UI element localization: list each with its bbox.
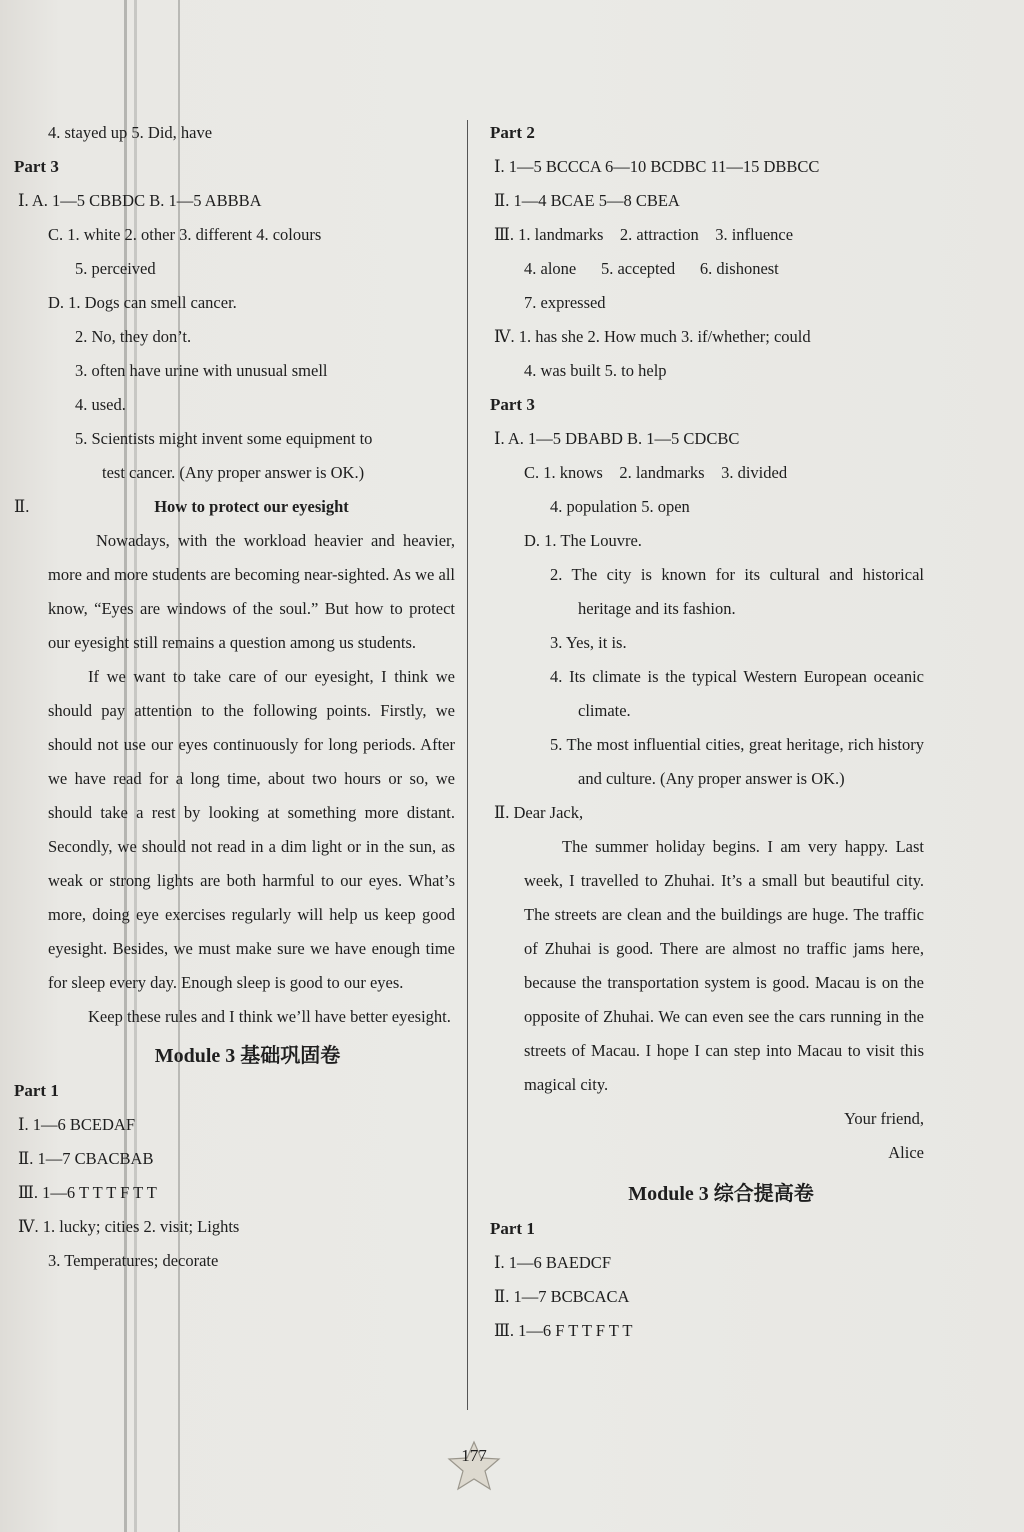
left-column	[0, 116, 455, 1278]
answer-line: test cancer. (Any proper answer is OK.)	[102, 463, 365, 482]
answer-line: Ⅲ. 1—6 F T T F T T	[494, 1321, 633, 1340]
part-heading: Part 2	[490, 123, 535, 142]
answer-line: 3. often have urine with unusual smell	[75, 361, 328, 380]
part-heading: Part 3	[490, 395, 535, 414]
answer-line: Ⅰ. A. 1—5 CBBDC B. 1—5 ABBBA	[18, 191, 262, 210]
essay-paragraph: Nowadays, with the workload heavier and heavier, more and more students are becoming near-sighted. As we all know, “Eyes are windows of the soul.” But how to protect our eyesight still remains a question among us students.	[48, 531, 455, 652]
part-heading: Part 3	[14, 157, 59, 176]
answer-line: C. 1. knows 2. landmarks 3. divided	[524, 463, 788, 482]
answer-line: C. 1. white 2. other 3. different 4. colours	[48, 225, 322, 244]
part-heading: Part 1	[14, 1081, 59, 1100]
answer-line: 5. perceived	[75, 259, 156, 278]
letter-greeting: Ⅱ. Dear Jack,	[494, 803, 584, 822]
answer-line: 2. The city is known for its cultural and historical heritage and its fashion.	[550, 565, 924, 618]
answer-line: Ⅰ. 1—6 BCEDAF	[18, 1115, 135, 1134]
answer-line: 4. stayed up 5. Did, have	[48, 123, 213, 142]
module-title: Module 3 综合提高卷	[628, 1183, 814, 1205]
answer-line: Ⅳ. 1. lucky; cities 2. visit; Lights	[18, 1217, 240, 1236]
page-number: 177	[461, 1446, 487, 1465]
answer-line: 4. was built 5. to help	[524, 361, 667, 380]
letter-closing: Your friend,	[844, 1109, 924, 1128]
answer-line: Ⅲ. 1—6 T T T F T T	[18, 1183, 157, 1202]
answer-line: Ⅱ. 1—4 BCAE 5—8 CBEA	[494, 191, 680, 210]
letter-body: The summer holiday begins. I am very happy. Last week, I travelled to Zhuhai. It’s a small but beautiful city. The streets are clean and the buildings are huge. The traffic of Zhuhai is good. There are almost no traffic jams here, because the transportation system is good. Macau is on the opposite of Zhuhai. We can even see the cars running in the streets of Macau. I hope I can step into Macau to visit this magical city.	[524, 837, 924, 1094]
answer-line: Ⅱ. 1—7 CBACBAB	[18, 1149, 154, 1168]
essay-heading-line	[0, 490, 455, 524]
answer-line: Ⅳ. 1. has she 2. How much 3. if/whether; could	[494, 327, 811, 346]
answer-line: D. 1. The Louvre.	[524, 531, 642, 550]
right-column	[488, 116, 924, 1348]
answer-line: Ⅰ. A. 1—5 DBABD B. 1—5 CDCBC	[494, 429, 740, 448]
answer-line: 7. expressed	[524, 293, 606, 312]
answer-line: Ⅰ. 1—6 BAEDCF	[494, 1253, 611, 1272]
answer-line: 2. No, they don’t.	[75, 327, 192, 346]
answer-line: 5. Scientists might invent some equipment to	[75, 429, 373, 448]
module-title: Module 3 基础巩固卷	[154, 1045, 341, 1067]
answer-line: 4. used.	[75, 395, 126, 414]
answer-line: 4. alone 5. accepted 6. dishonest	[524, 259, 779, 278]
answer-line: Ⅱ. 1—7 BCBCACA	[494, 1287, 630, 1306]
answer-line: Ⅰ. 1—5 BCCCA 6—10 BCDBC 11—15 DBBCC	[494, 157, 820, 176]
column-divider	[467, 120, 468, 1410]
essay-paragraph: If we want to take care of our eyesight, I think we should pay attention to the following points. Firstly, we should not use our eyes continuously for long periods. After we have read for a long time, about two hours or so, we should take a rest by looking at something more distant. Secondly, we should not read in a dim light or in the sun, as weak or strong lights are both harmful to our eyes. What’s more, doing eye exercises regularly will help us keep good eyesight. Besides, we must make sure we have enough time for sleep every day. Enough sleep is good to our eyes.	[48, 667, 455, 992]
essay-title: How to protect our eyesight	[154, 497, 349, 516]
answer-line: D. 1. Dogs can smell cancer.	[48, 293, 237, 312]
answer-line: 3. Temperatures; decorate	[48, 1251, 219, 1270]
answer-line: 5. The most influential cities, great heritage, rich history and culture. (Any proper answer is OK.)	[550, 735, 924, 788]
section-label: Ⅱ.	[14, 497, 30, 516]
part-heading: Part 1	[490, 1219, 535, 1238]
answer-line: 4. Its climate is the typical Western European oceanic climate.	[550, 667, 924, 720]
essay-paragraph: Keep these rules and I think we’ll have better eyesight.	[88, 1007, 451, 1026]
letter-signature: Alice	[888, 1143, 924, 1162]
answer-line: 4. population 5. open	[550, 497, 690, 516]
answer-line: Ⅲ. 1. landmarks 2. attraction 3. influence	[494, 225, 794, 244]
answer-line: 3. Yes, it is.	[550, 633, 627, 652]
